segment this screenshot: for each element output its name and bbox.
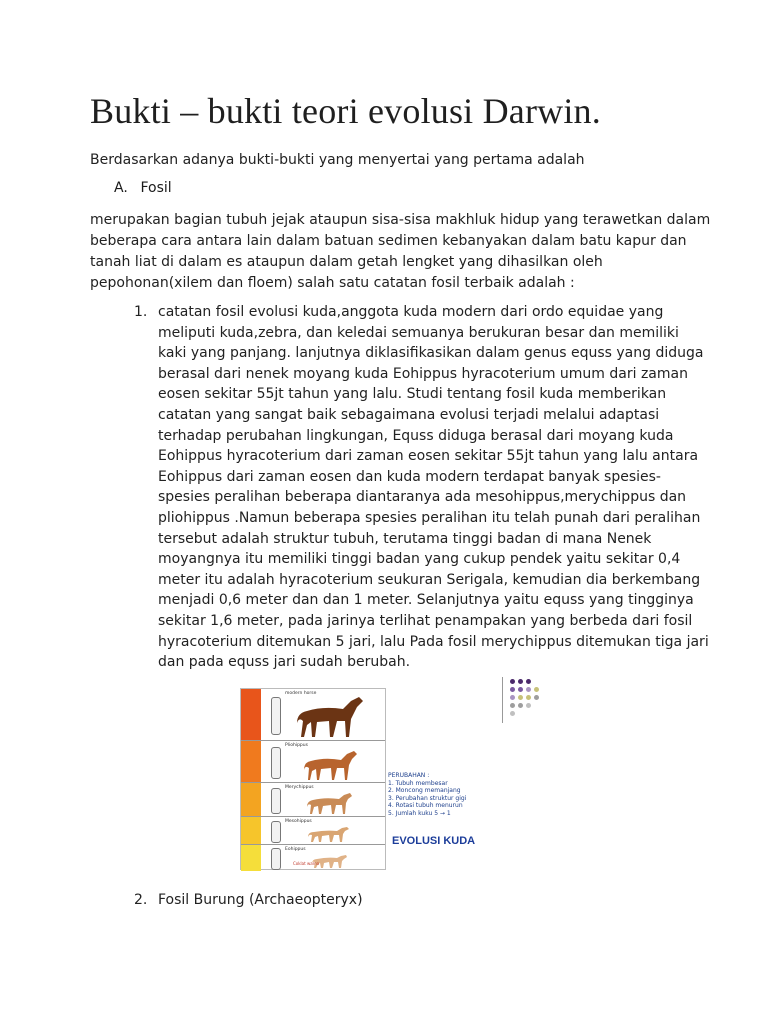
row-label: Pliohippus	[285, 743, 308, 748]
section-a-heading	[114, 180, 172, 196]
era-strip	[241, 689, 261, 740]
note-item: 1. Tubuh membesar	[388, 779, 448, 787]
dot-icon	[526, 687, 531, 692]
leg-bone-icon	[271, 697, 281, 735]
item-line: Eohippus hyracoterium dari zaman eosen sekitar 55jt tahun yang lalu antara	[158, 448, 699, 465]
row-label: modern horse	[285, 691, 317, 696]
list-item-1-text	[158, 302, 709, 673]
note-item: 5. Jumlah kuku 5 → 1	[388, 809, 451, 817]
paragraph-line: merupakan bagian tubuh jejak ataupun sisa-sisa makhluk hidup yang terawetkan dalam	[90, 212, 711, 228]
leg-bone-icon	[271, 747, 281, 779]
era-strip	[241, 783, 261, 816]
item-line: meter itu adalah hyracoterium seukuran Serigala, kemudian dia berkembang	[158, 571, 701, 588]
figure-caption: EVOLUSI KUDA	[392, 835, 476, 847]
divider	[502, 677, 503, 723]
era-strip	[241, 817, 261, 844]
dot-icon	[510, 687, 515, 692]
item-line: catatan yang sangat baik sebagaimana evolusi terjadi melalui adaptasi	[158, 406, 660, 423]
list-number: 2.	[134, 892, 148, 908]
item-line: hyracoterium ditemukan 5 jari, lalu Pada fosil merychippus ditemukan tiga jari	[158, 633, 709, 650]
dot-icon	[510, 679, 515, 684]
merychippus-icon	[305, 791, 361, 815]
item-line: pliohippus .Namun beberapa spesies peralihan itu telah punah dari peralihan	[158, 509, 701, 526]
dot-icon	[526, 695, 531, 700]
dot-icon	[510, 703, 515, 708]
dot-icon	[526, 703, 531, 708]
item-line: menjadi 0,6 meter dan dan 1 meter. Selanjutnya yaitu equss yang tingginya	[158, 592, 694, 609]
row-merychippus	[241, 783, 385, 817]
dot-icon	[518, 687, 523, 692]
note-item: 2. Moncong memanjang	[388, 787, 461, 794]
dot-icon	[510, 695, 515, 700]
item-line: terhadap perubahan lingkungan, Equss diduga berasal dari moyang kuda	[158, 427, 674, 444]
note-item: 3. Perubahan struktur gigi	[388, 794, 467, 802]
leg-bone-icon	[271, 848, 281, 870]
row-eohippus	[241, 845, 385, 871]
dot-icon	[518, 703, 523, 708]
paragraph-line: tanah liat di dalam es ataupun dalam getah lengket yang dihasilkan oleh	[90, 254, 603, 270]
horse-evolution-figure	[240, 688, 502, 870]
modern-horse-icon	[293, 695, 369, 739]
item-line: eosen sekitar 55jt tahun yang lalu. Studi tentang fosil kuda memberikan	[158, 386, 667, 403]
mesohippus-icon	[307, 825, 357, 843]
item-line: catatan fosil evolusi kuda,anggota kuda modern dari ordo equidae yang	[158, 304, 664, 320]
row-pliohippus	[241, 741, 385, 783]
paragraph-line: pepohonan(xilem dan floem) salah satu catatan fosil terbaik adalah :	[90, 275, 575, 291]
section-a-text: Fosil	[140, 180, 172, 196]
item-line: meliputi kuda,zebra, dan keledai semuanya berukuran besar dan memiliki	[158, 324, 679, 341]
dot-icon	[518, 695, 523, 700]
pliohippus-icon	[301, 749, 365, 781]
decorative-dots	[502, 677, 542, 723]
dot-icon	[526, 679, 531, 684]
row-mesohippus	[241, 817, 385, 845]
notes-title: PERUBAHAN :	[388, 772, 430, 779]
row-label: Eohippus	[285, 847, 306, 852]
item-line: berasal dari nenek moyang kuda Eohippus hyracoterium umum dari zaman	[158, 365, 688, 382]
dot-icon	[534, 687, 539, 692]
era-strip	[241, 741, 261, 782]
row-label: Mesohippus	[285, 819, 312, 824]
item-line: moyangnya itu memiliki tinggi badan yang cukup pendek yaitu sekitar 0,4	[158, 551, 681, 568]
page-title: Bukti – bukti teori evolusi Darwin.	[90, 91, 601, 131]
section-a-label: A.	[114, 180, 128, 196]
note-item: 4. Rotasi tubuh menurun	[388, 802, 463, 809]
dot-icon	[534, 695, 539, 700]
item-line: kaki yang panjang. lanjutnya diklasifikasikan dalam genus equss yang diduga	[158, 345, 704, 362]
changes-notes	[388, 772, 466, 817]
leg-bone-icon	[271, 821, 281, 843]
list-item-2-text: Fosil Burung (Archaeopteryx)	[158, 892, 363, 908]
list-item-2	[134, 892, 363, 908]
row-label: Merychippus	[285, 785, 314, 790]
item-line: dan pada equss jari sudah berubah.	[158, 654, 411, 671]
paragraph-line: beberapa cara antara lain dalam batuan sedimen kebanyakan dalam batu kapur dan	[90, 233, 687, 249]
evolution-rows	[240, 688, 386, 870]
fossil-paragraph	[90, 210, 711, 294]
dot-icon	[510, 711, 515, 716]
dot-icon	[518, 679, 523, 684]
intro-text: Berdasarkan adanya bukti-bukti yang menyertai yang pertama adalah	[90, 152, 585, 168]
row-modern-horse	[241, 689, 385, 741]
item-line: Eohippus dari zaman eosen dan kuda modern terdapat banyak spesies-	[158, 468, 661, 485]
item-line: sekitar 1,6 meter, pada jarinya terlihat penampakan yang berbeda dari fosil	[158, 612, 693, 629]
item-line: spesies peralihan beberapa diantaranya ada mesohippus,merychippus dan	[158, 489, 687, 506]
small-caption: Coklat warna	[293, 861, 320, 866]
era-strip	[241, 845, 261, 871]
item-line: tersebut adalah struktur tubuh, terutama tinggi badan di mana Nenek	[158, 530, 652, 547]
list-number: 1.	[134, 304, 148, 320]
leg-bone-icon	[271, 788, 281, 814]
